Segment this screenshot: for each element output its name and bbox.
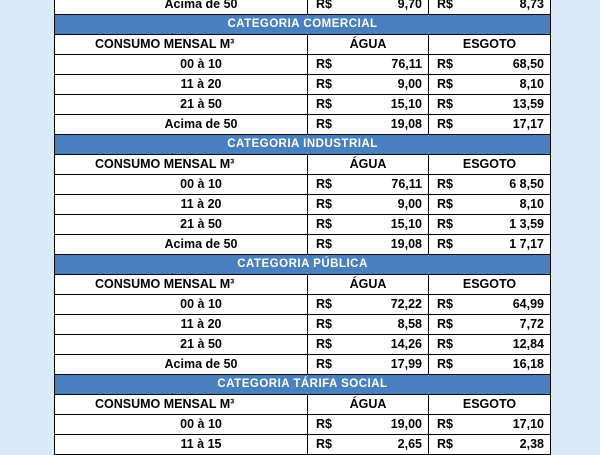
esgoto-cell [429,335,551,355]
range-cell: 21 à 50 [55,215,308,235]
agua-cell [308,75,429,95]
agua-value: 76,11 [391,177,422,191]
currency-label: R$ [316,317,332,331]
currency-label: R$ [316,237,332,251]
category-header-row [55,15,551,35]
esgoto-value: 7,72 [519,317,544,331]
table-row [55,175,551,195]
range-cell: Acima de 50 [55,355,308,375]
agua-cell [308,295,429,315]
agua-value: 9,00 [397,77,422,91]
esgoto-cell [429,0,551,15]
agua-cell [308,435,429,455]
esgoto-cell [429,355,551,375]
consumo-header: CONSUMO MENSAL M³ [55,155,308,175]
agua-value: 8,58 [397,317,422,331]
agua-value: 9,00 [397,197,422,211]
table-row [55,355,551,375]
esgoto-header: ESGOTO [429,395,551,415]
agua-cell [308,335,429,355]
category-title: CATEGORIA TÁRIFA SOCIAL [55,375,551,395]
esgoto-cell [429,235,551,255]
range-cell: Acima de 50 [55,235,308,255]
currency-label: R$ [437,0,453,11]
esgoto-value: 17,10 [512,417,544,431]
column-header-row [55,395,551,415]
tariff-table-sheet [54,0,550,455]
range-cell: 11 à 20 [55,195,308,215]
esgoto-cell [429,415,551,435]
table-row [55,415,551,435]
table-row [55,235,551,255]
agua-header: ÁGUA [308,395,429,415]
esgoto-cell [429,95,551,115]
agua-value: 9,70 [397,0,422,11]
esgoto-cell [429,435,551,455]
currency-label: R$ [437,437,453,451]
currency-label: R$ [316,177,332,191]
esgoto-cell [429,55,551,75]
range-cell: 00 à 10 [55,55,308,75]
esgoto-header: ESGOTO [429,35,551,55]
currency-label: R$ [437,57,453,71]
currency-label: R$ [437,97,453,111]
table-row [55,115,551,135]
currency-label: R$ [316,57,332,71]
agua-cell [308,315,429,335]
esgoto-value: 6 8,50 [509,177,544,191]
agua-cell [308,215,429,235]
agua-cell [308,175,429,195]
esgoto-header: ESGOTO [429,155,551,175]
esgoto-cell [429,115,551,135]
currency-label: R$ [316,217,332,231]
agua-cell [308,235,429,255]
currency-label: R$ [316,197,332,211]
consumo-header: CONSUMO MENSAL M³ [55,275,308,295]
esgoto-value: 68,50 [512,57,544,71]
agua-cell [308,355,429,375]
tariff-table [54,0,551,455]
currency-label: R$ [437,417,453,431]
range-cell: 21 à 50 [55,335,308,355]
currency-label: R$ [437,337,453,351]
currency-label: R$ [316,0,332,11]
esgoto-value: 12,84 [512,337,544,351]
agua-cell [308,115,429,135]
range-cell: Acima de 50 [55,115,308,135]
currency-label: R$ [437,117,453,131]
esgoto-header: ESGOTO [429,275,551,295]
currency-label: R$ [437,77,453,91]
category-title: CATEGORIA INDUSTRIAL [55,135,551,155]
esgoto-cell [429,195,551,215]
category-header-row [55,375,551,395]
currency-label: R$ [437,237,453,251]
table-row [55,75,551,95]
agua-header: ÁGUA [308,35,429,55]
agua-cell [308,55,429,75]
currency-label: R$ [316,297,332,311]
agua-value: 14,26 [390,337,422,351]
agua-value: 15,10 [390,97,422,111]
currency-label: R$ [316,97,332,111]
agua-cell [308,195,429,215]
column-header-row [55,275,551,295]
consumo-header: CONSUMO MENSAL M³ [55,35,308,55]
agua-value: 15,10 [390,217,422,231]
table-row [55,315,551,335]
table-row [55,55,551,75]
currency-label: R$ [316,357,332,371]
consumo-header: CONSUMO MENSAL M³ [55,395,308,415]
table-row [55,95,551,115]
category-header-row [55,255,551,275]
range-cell: 11 à 20 [55,315,308,335]
range-cell: 21 à 50 [55,95,308,115]
agua-header: ÁGUA [308,155,429,175]
currency-label: R$ [437,177,453,191]
category-title: CATEGORIA COMERCIAL [55,15,551,35]
esgoto-cell [429,75,551,95]
esgoto-value: 8,10 [519,197,544,211]
agua-value: 2,65 [397,437,422,451]
agua-value: 72,22 [390,297,422,311]
category-header-row [55,135,551,155]
agua-value: 17,99 [390,357,422,371]
agua-value: 19,00 [390,417,422,431]
agua-cell [308,0,429,15]
esgoto-value: 8,10 [519,77,544,91]
esgoto-value: 13,59 [512,97,544,111]
esgoto-value: 2,38 [519,437,544,451]
agua-value: 19,08 [390,237,422,251]
esgoto-value: 17,17 [512,117,544,131]
esgoto-value: 1 7,17 [509,237,544,251]
tariff-table-body [55,0,551,455]
column-header-row [55,35,551,55]
agua-cell [308,415,429,435]
currency-label: R$ [316,417,332,431]
currency-label: R$ [316,117,332,131]
currency-label: R$ [437,317,453,331]
category-title: CATEGORIA PÚBLICA [55,255,551,275]
esgoto-cell [429,315,551,335]
currency-label: R$ [316,437,332,451]
table-row [55,215,551,235]
table-row [55,335,551,355]
esgoto-value: 8,73 [519,0,544,11]
esgoto-value: 64,99 [512,297,544,311]
agua-value: 19,08 [390,117,422,131]
range-cell: 00 à 10 [55,415,308,435]
table-row [55,295,551,315]
currency-label: R$ [437,197,453,211]
table-row [55,0,551,15]
currency-label: R$ [437,217,453,231]
range-cell: 00 à 10 [55,295,308,315]
currency-label: R$ [316,337,332,351]
agua-header: ÁGUA [308,275,429,295]
esgoto-cell [429,215,551,235]
currency-label: R$ [437,357,453,371]
esgoto-value: 1 3,59 [509,217,544,231]
range-cell: 00 à 10 [55,175,308,195]
agua-cell [308,95,429,115]
esgoto-cell [429,295,551,315]
range-cell: Acima de 50 [55,0,308,15]
table-row [55,435,551,455]
column-header-row [55,155,551,175]
table-row [55,195,551,215]
esgoto-value: 16,18 [512,357,544,371]
agua-value: 76,11 [391,57,422,71]
esgoto-cell [429,175,551,195]
currency-label: R$ [437,297,453,311]
range-cell: 11 à 20 [55,75,308,95]
currency-label: R$ [316,77,332,91]
range-cell: 11 à 15 [55,435,308,455]
